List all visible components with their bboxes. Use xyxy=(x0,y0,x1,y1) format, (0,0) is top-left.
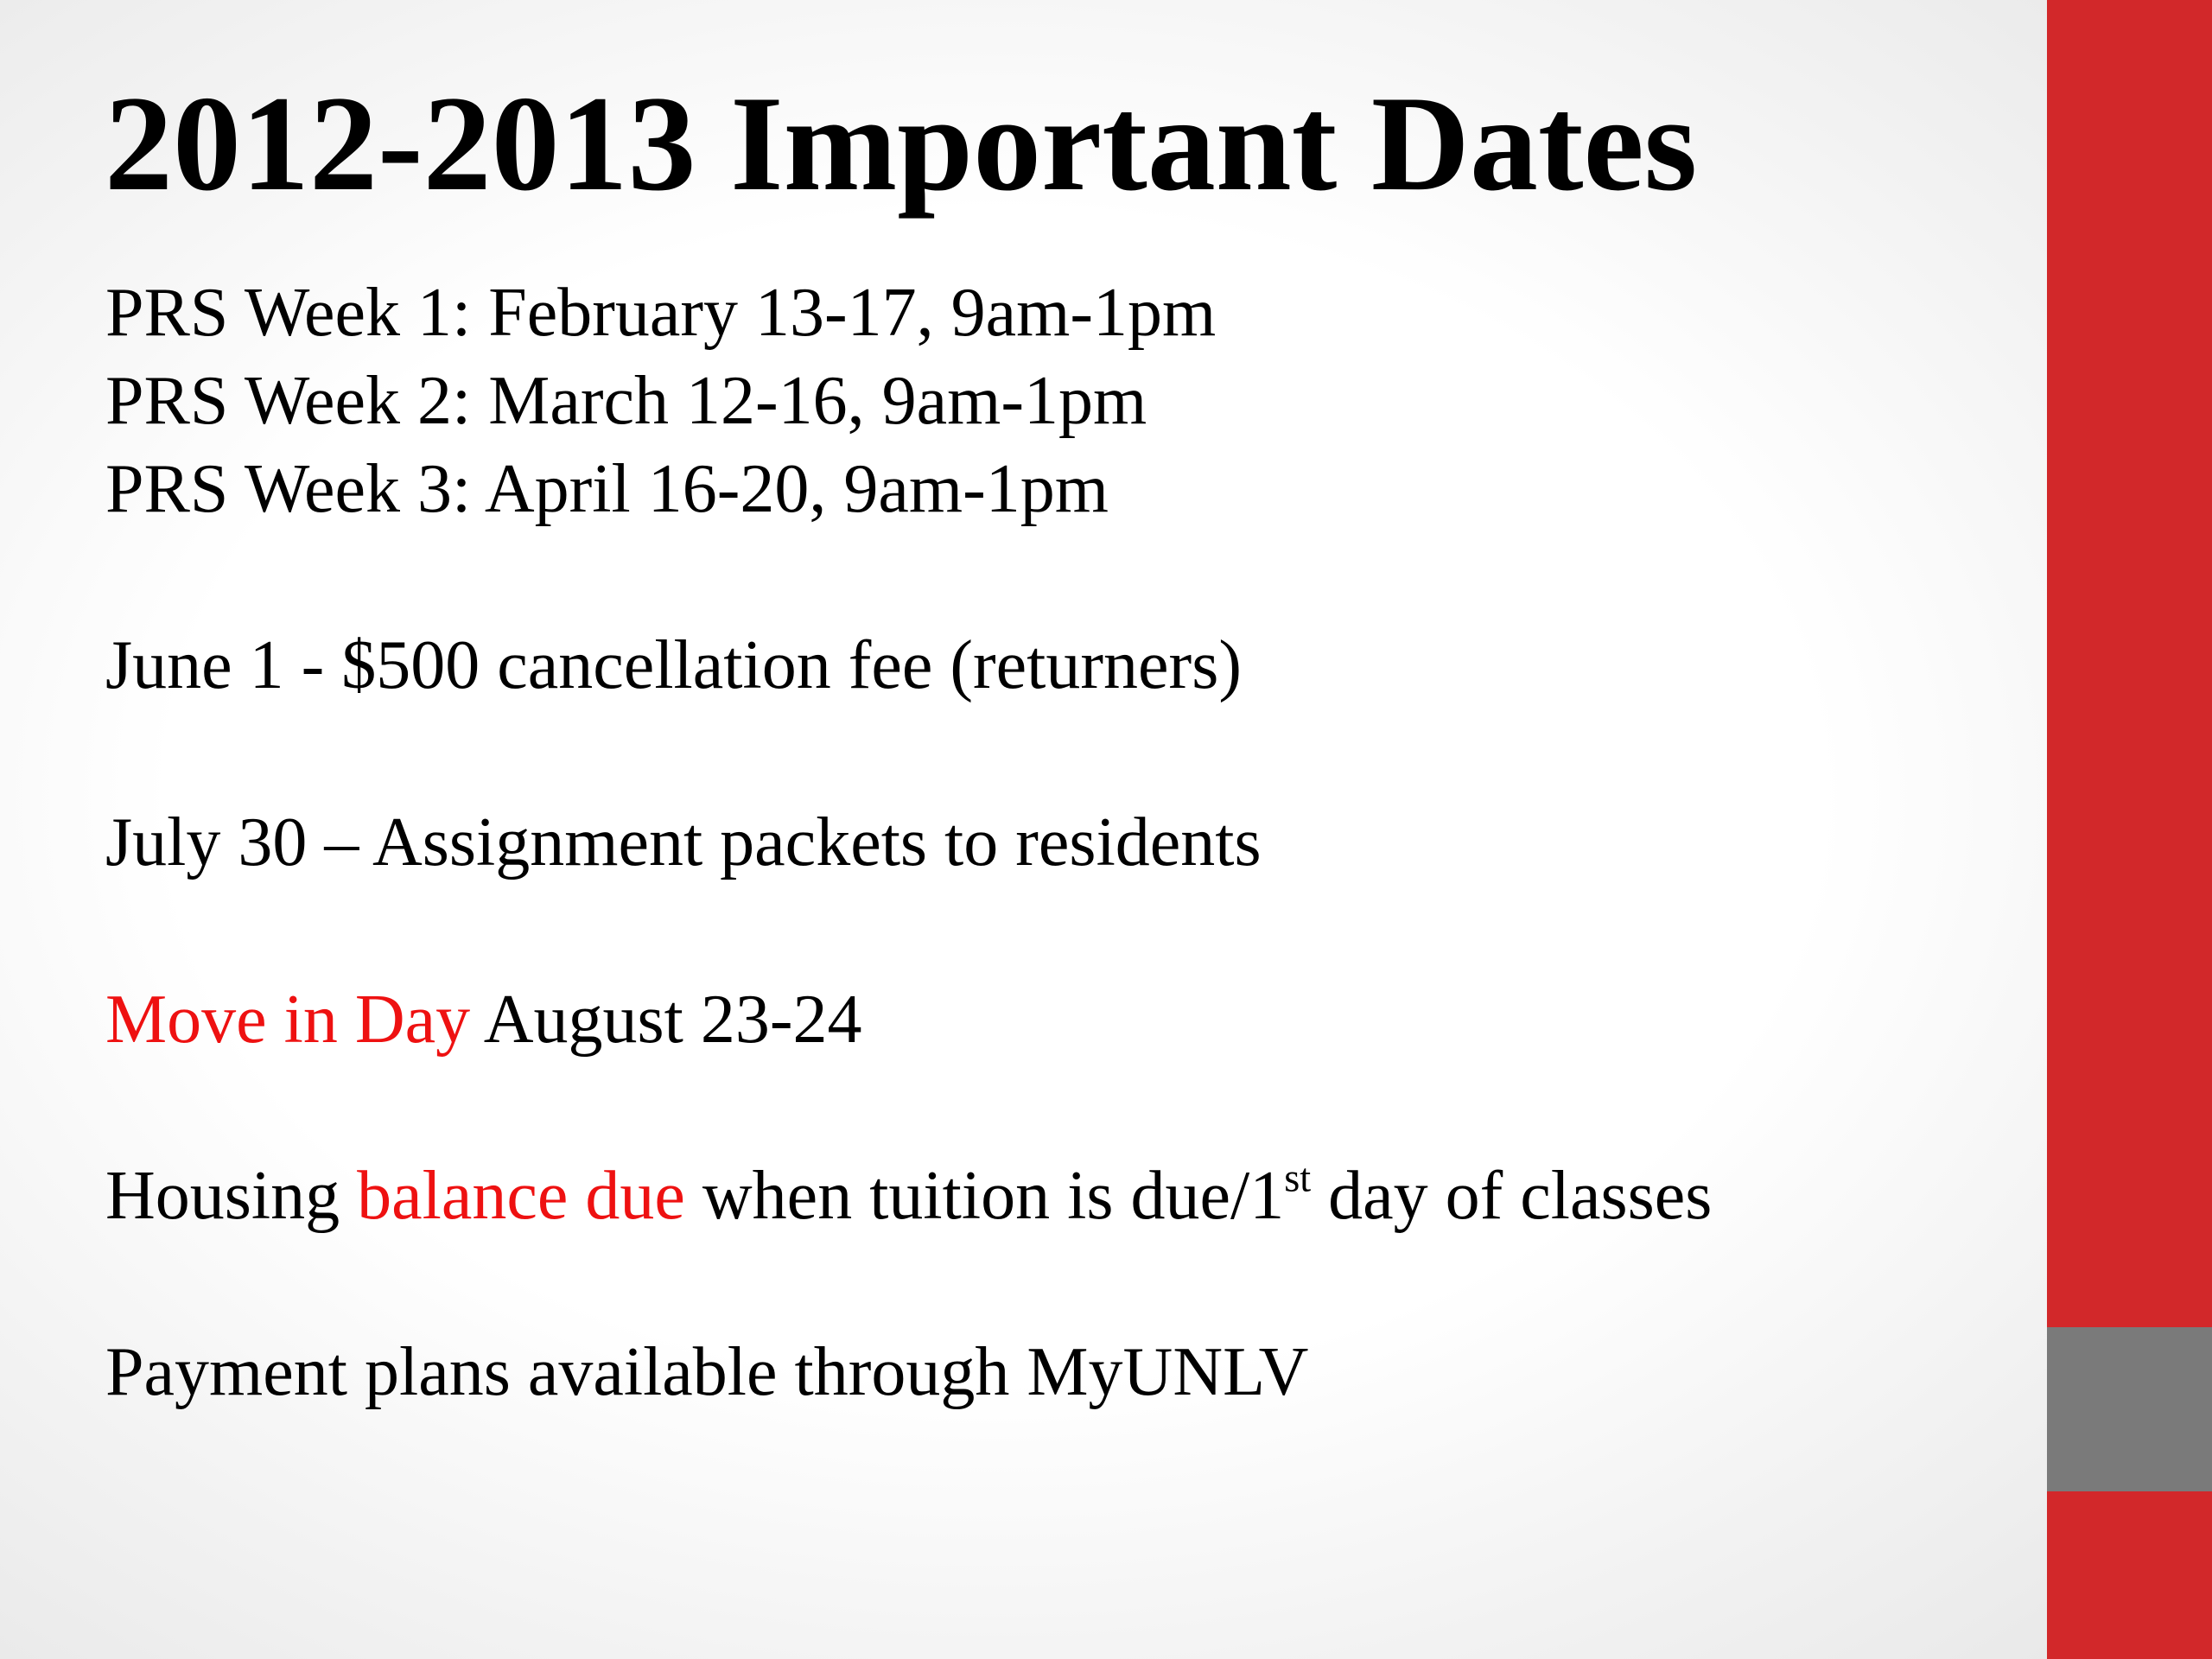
housing-prefix: Housing xyxy=(105,1158,358,1234)
housing-suffix: day of classes xyxy=(1311,1158,1713,1234)
ordinal-superscript: st xyxy=(1284,1156,1312,1201)
balance-due-highlight: balance due xyxy=(357,1158,685,1234)
cancellation-fee-line: June 1 - $500 cancellation fee (returners) xyxy=(105,627,1242,703)
assignment-packets-line: July 30 – Assignment packets to residents xyxy=(105,804,1262,880)
move-in-day-line xyxy=(105,982,862,1058)
housing-balance-line xyxy=(105,1156,1713,1234)
payment-plans-line: Payment plans available through MyUNLV xyxy=(105,1334,1309,1410)
move-in-day-label: Move in Day xyxy=(105,982,471,1058)
prs-week-2: PRS Week 2: March 12-16, 9am-1pm xyxy=(105,363,1147,439)
move-in-day-date: August 23-24 xyxy=(470,982,862,1058)
housing-middle: when tuition is due/1 xyxy=(684,1158,1285,1234)
slide-title: 2012-2013 Important Dates xyxy=(105,68,1698,219)
side-accent-bar-gray xyxy=(2047,1327,2212,1491)
prs-week-3: PRS Week 3: April 16-20, 9am-1pm xyxy=(105,451,1109,527)
prs-week-1: PRS Week 1: February 13-17, 9am-1pm xyxy=(105,275,1217,351)
